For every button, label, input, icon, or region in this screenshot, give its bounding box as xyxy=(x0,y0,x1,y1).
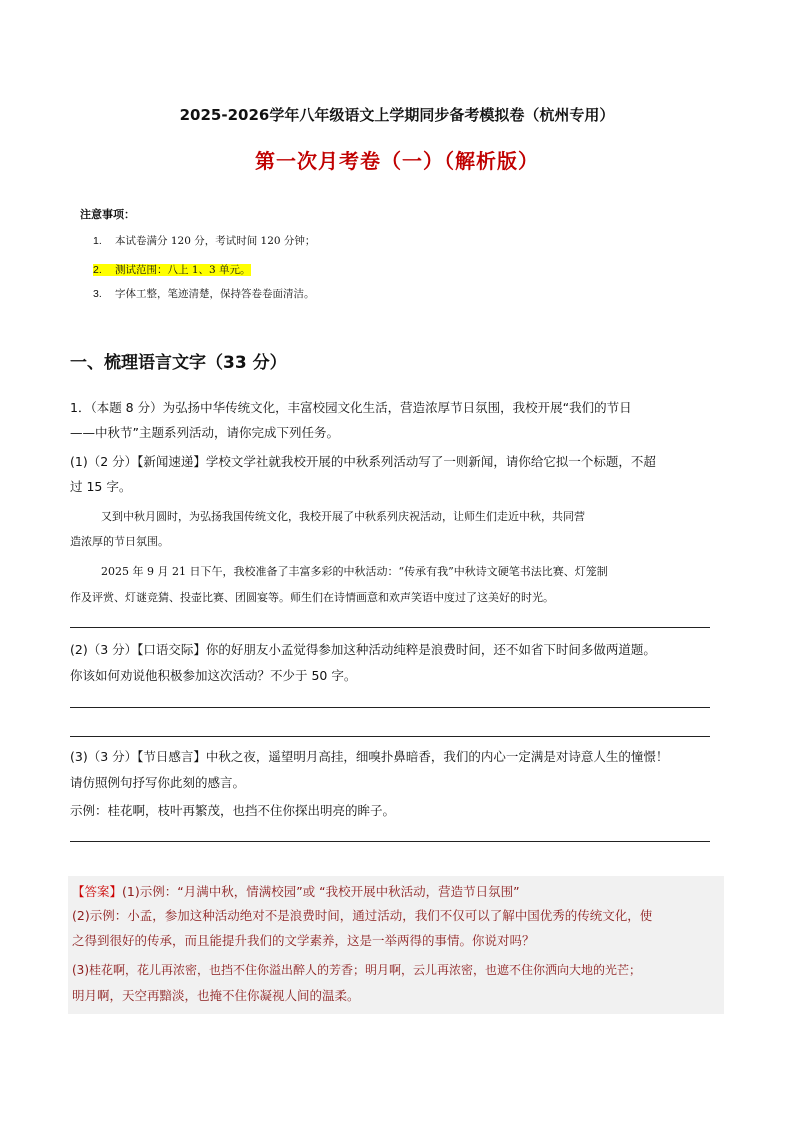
answer-1 xyxy=(72,880,520,904)
q1-sub1-line1: (1)（2 分）【新闻速递】学校文学社就我校开展的中秋系列活动写了一则新闻，请你给它拟一个标题，不超 xyxy=(70,454,656,469)
news-paragraph2-line1: 2025 年 9 月 21 日下午，我校准备了丰富多彩的中秋活动：“传承有我”中秋诗文硬笔书法比赛、灯笼制 xyxy=(101,565,608,578)
answer-3-line1: (3)桂花啊，花儿再浓密，也挡不住你溢出醉人的芳香；明月啊，云儿再浓密，也遮不住你洒向大地的光芒； xyxy=(72,963,642,977)
q1-sub3-line2: 请仿照例句抒写你此刻的感言。 xyxy=(70,775,246,790)
exam-title: 2025-2026学年八年级语文上学期同步备考模拟卷（杭州专用） xyxy=(179,106,615,124)
q1-sub3-line1: (3)（3 分）【节日感言】中秋之夜，遥望明月高挂，细嗅扑鼻暗香，我们的内心一定满是对诗意人生的憧憬！ xyxy=(70,749,669,764)
news-paragraph1-line1: 又到中秋月圆时，为弘扬我国传统文化，我校开展了中秋系列庆祝活动，让师生们走近中秋，共同营 xyxy=(101,510,585,523)
notice-item-text: 测试范围：八上 1、3 单元。 xyxy=(115,264,251,276)
news-paragraph2-line2: 作及评赏、灯谜竞猜、投壶比赛、团圆宴等。师生们在诗情画意和欢声笑语中度过了这美好的时光。 xyxy=(70,591,554,604)
answer-2-line2: 之得到很好的传承，而且能提升我们的文学素养，这是一举两得的事情。你说对吗？ xyxy=(72,933,535,948)
q1-intro-line1: 1．（本题 8 分）为弘扬中华传统文化，丰富校园文化生活，营造浓厚节日氛围，我校开展“我们的节日 xyxy=(70,400,632,415)
answer-line xyxy=(70,627,710,628)
q1-sub1-line2: 过 15 字。 xyxy=(70,479,132,494)
notice-item-3 xyxy=(93,286,315,301)
q1-sub3-example: 示例：桂花啊，枝叶再繁茂，也挡不住你探出明亮的眸子。 xyxy=(70,803,396,818)
answer-line xyxy=(70,736,710,737)
answer-line xyxy=(70,707,710,708)
notice-item-num: 3. xyxy=(93,288,102,300)
notice-item-num: 2. xyxy=(93,264,115,276)
notice-item-2 xyxy=(93,262,251,277)
news-paragraph1-line2: 造浓厚的节日氛围。 xyxy=(70,535,169,548)
notice-item-text: 本试卷满分 120 分，考试时间 120 分钟； xyxy=(115,235,316,247)
q1-sub2-line2: 你该如何劝说他积极参加这次活动？不少于 50 字。 xyxy=(70,668,357,683)
q1-sub2-line1: (2)（3 分）【口语交际】你的好朋友小孟觉得参加这种活动纯粹是浪费时间，还不如省下时间多做两道题。 xyxy=(70,642,656,657)
answer-line xyxy=(70,841,710,842)
answer-2-line1: (2)示例：小孟，参加这种活动绝对不是浪费时间，通过活动，我们不仅可以了解中国优秀的传统文化，使 xyxy=(72,908,653,923)
answer-tag: 【答案】 xyxy=(72,884,123,899)
q1-intro-line2: ——中秋节”主题系列活动，请你完成下列任务。 xyxy=(70,425,339,440)
notice-item-text: 字体工整，笔迹清楚，保持答卷卷面清洁。 xyxy=(115,288,315,300)
answer-3-line2: 明月啊，天空再黯淡，也掩不住你凝视人间的温柔。 xyxy=(72,988,360,1003)
exam-subtitle: 第一次月考卷（一）（解析版） xyxy=(255,149,539,173)
answer-1-text: (1)示例：“月满中秋，情满校园”或 “我校开展中秋活动，营造节日氛围” xyxy=(122,884,520,899)
notice-item-1 xyxy=(93,233,315,248)
notice-heading: 注意事项： xyxy=(80,208,135,221)
section-title: 一、梳理语言文字（33 分） xyxy=(70,353,287,373)
notice-item-num: 1. xyxy=(93,235,102,247)
